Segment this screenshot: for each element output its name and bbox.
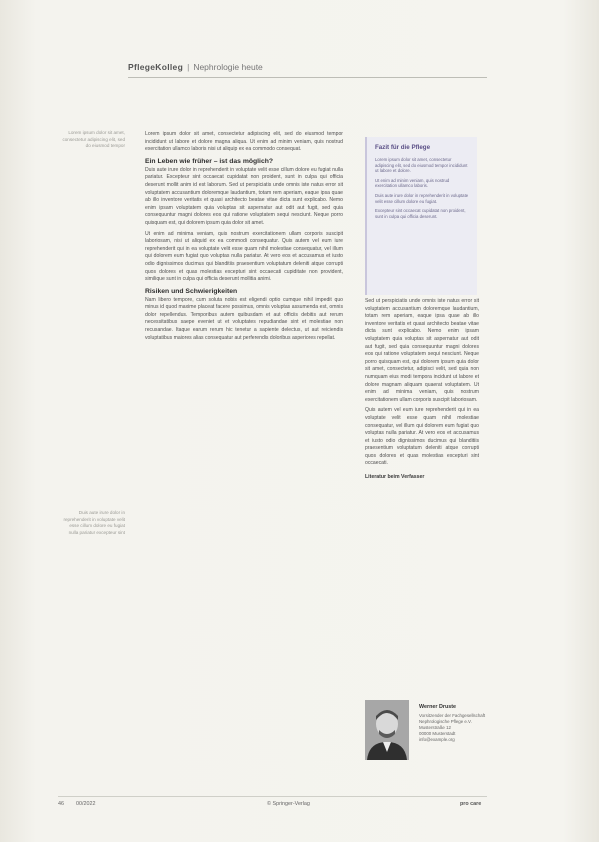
literature-note: Literatur beim Verfasser xyxy=(365,474,425,481)
running-header xyxy=(128,62,263,72)
author-photo xyxy=(365,700,409,760)
header-rule xyxy=(128,77,487,78)
section-heading: Ein Leben wie früher – ist das möglich? xyxy=(145,157,274,165)
header-separator: | xyxy=(187,62,190,72)
fact-box-item: Lorem ipsum dolor sit amet, consectetur adipiscing elit, sed do eiusmod tempor incididunt ut labore et dolore. xyxy=(375,157,468,174)
author-line: Nephrologische Pflege e.V. xyxy=(419,719,472,724)
author-name: Werner Druste xyxy=(419,704,457,710)
author-portrait-image xyxy=(365,700,409,760)
author-line: Vorsitzender der Fachgesellschaft xyxy=(419,713,486,718)
left-column xyxy=(145,131,343,342)
fact-box-item: Duis aute irure dolor in reprehenderit in voluptate velit esse cillum dolore eu fugiat. xyxy=(375,192,469,204)
paragraph: Sed ut perspiciatis unde omnis iste natus error sit voluptatem accusantium doloremque laudantium, totam rem aperiam, eaque ipsa quae ab illo inventore veritatis et quasi architecto beatae vitae dicta sunt explicabo. Nemo enim ipsam voluptatem quia voluptas sit aspernatur aut odit aut fugit, sed quia consequuntur magni dolores eos qui ratione voluptatem sequi nesciunt. Neque porro quisquam est, qui dolorem ipsum quia dolor sit amet, consectetur, adipisci velit, sed quia non numquam eius modi tempora incidunt ut labore et dolore magnam aliquam quaerat voluptatem. Ut enim ad minima veniam, quis nostrum exercitationem ullam corporis suscipit laboriosam. xyxy=(365,298,479,403)
publisher: © Springer-Verlag xyxy=(267,801,310,807)
author-line: 00000 Musterstadt xyxy=(419,731,456,736)
footer-rule xyxy=(58,796,487,797)
sidenote-middle: Duis aute irure dolor in reprehenderit in voluptate velit esse cillum dolore eu fugiat nulla pariatur excepteur sint xyxy=(63,510,125,535)
paragraph: Ut enim ad minima veniam, quis nostrum exercitationem ullam corporis suscipit laboriosam, nisi ut aliquid ex ea commodi consequatur. Quis autem vel eum iure reprehenderit qui in ea voluptate velit esse quam nihil molestiae consequatur, vel illum qui dolorem eum fugiat quo voluptas nulla pariatur. At vero eos et accusamus et iusto odio dignissimos ducimus qui blanditiis praesentium voluptatum deleniti atque corrupti quos dolores et quas molestias excepturi sint occaecati cupiditate non provident, similique sunt in culpa qui officia deserunt mollitia animi. xyxy=(145,230,343,283)
author-email: info@example.org xyxy=(419,737,455,742)
author-box xyxy=(365,700,491,762)
issue-number: 00/2022 xyxy=(76,801,96,807)
paragraph: Lorem ipsum dolor sit amet, consectetur adipiscing elit, sed do eiusmod tempor incididunt ut labore et dolore magna aliqua. Ut enim ad minim veniam, quis nostrud exercitation ullamco laboris nisi ut aliquip ex ea commodo consequat. xyxy=(145,131,343,153)
page-number: 46 xyxy=(58,801,64,807)
fact-box-title: Fazit für die Pflege xyxy=(375,144,431,151)
paragraph: Nam libero tempore, cum soluta nobis est eligendi optio cumque nihil impedit quo minus id quod maxime placeat facere possimus, omnis voluptas assumenda est, omnis dolor repellendus. Temporibus autem quibusdam et aut officiis debitis aut rerum necessitatibus saepe eveniet ut et voluptates repudiandae sint et molestiae non recusandae. Itaque earum rerum hic tenetur a sapiente delectus, ut aut reiciendis voluptatibus maiores alias consequatur aut perferendis doloribus asperiores repellat. xyxy=(145,296,343,341)
fact-box xyxy=(365,137,477,295)
fact-box-item: Excepteur sint occaecat cupidatat non proident, sunt in culpa qui officia deserunt. xyxy=(375,208,466,219)
journal-name: pro care xyxy=(460,801,482,807)
fact-box-item: Ut enim ad minim veniam, quis nostrud exercitation ullamco laboris. xyxy=(375,177,450,189)
header-brand: PflegeKolleg xyxy=(128,62,184,72)
sidenote-top: Lorem ipsum dolor sit amet, consectetur adipiscing elit, sed do eiusmod tempor xyxy=(62,130,125,148)
paragraph: Quis autem vel eum iure reprehenderit qui in ea voluptate velit esse quam nihil molestiae consequatur, vel illum qui dolorem eum fugiat quo voluptas nulla pariatur. At vero eos et accusamus et iusto odio dignissimos ducimus qui blanditiis praesentium voluptatum deleniti atque corrupti quos dolores et quas molestias excepturi sint occaecati. xyxy=(365,407,479,467)
author-line: Musterstraße 12 xyxy=(419,725,451,730)
paragraph: Duis aute irure dolor in reprehenderit in voluptate velit esse cillum dolore eu fugiat nulla pariatur. Excepteur sint occaecat cupidatat non proident, sunt in culpa qui officia deserunt mollit anim id est laborum. Sed ut perspiciatis unde omnis iste natus error sit voluptatem accusantium doloremque laudantium, totam rem aperiam, eaque ipsa quae ab illo inventore veritatis et quasi architecto beatae vitae dicta sunt explicabo. Nemo enim ipsam voluptatem quia voluptas sit aspernatur aut odit aut fugit, sed quia consequuntur magni dolores eos qui ratione voluptatem sequi nesciunt. Neque porro quisquam est, qui dolorem ipsum quia dolor sit amet. xyxy=(145,166,343,226)
right-column xyxy=(365,298,479,482)
header-section: Nephrologie heute xyxy=(193,62,263,72)
section-heading: Risiken und Schwierigkeiten xyxy=(145,287,238,295)
